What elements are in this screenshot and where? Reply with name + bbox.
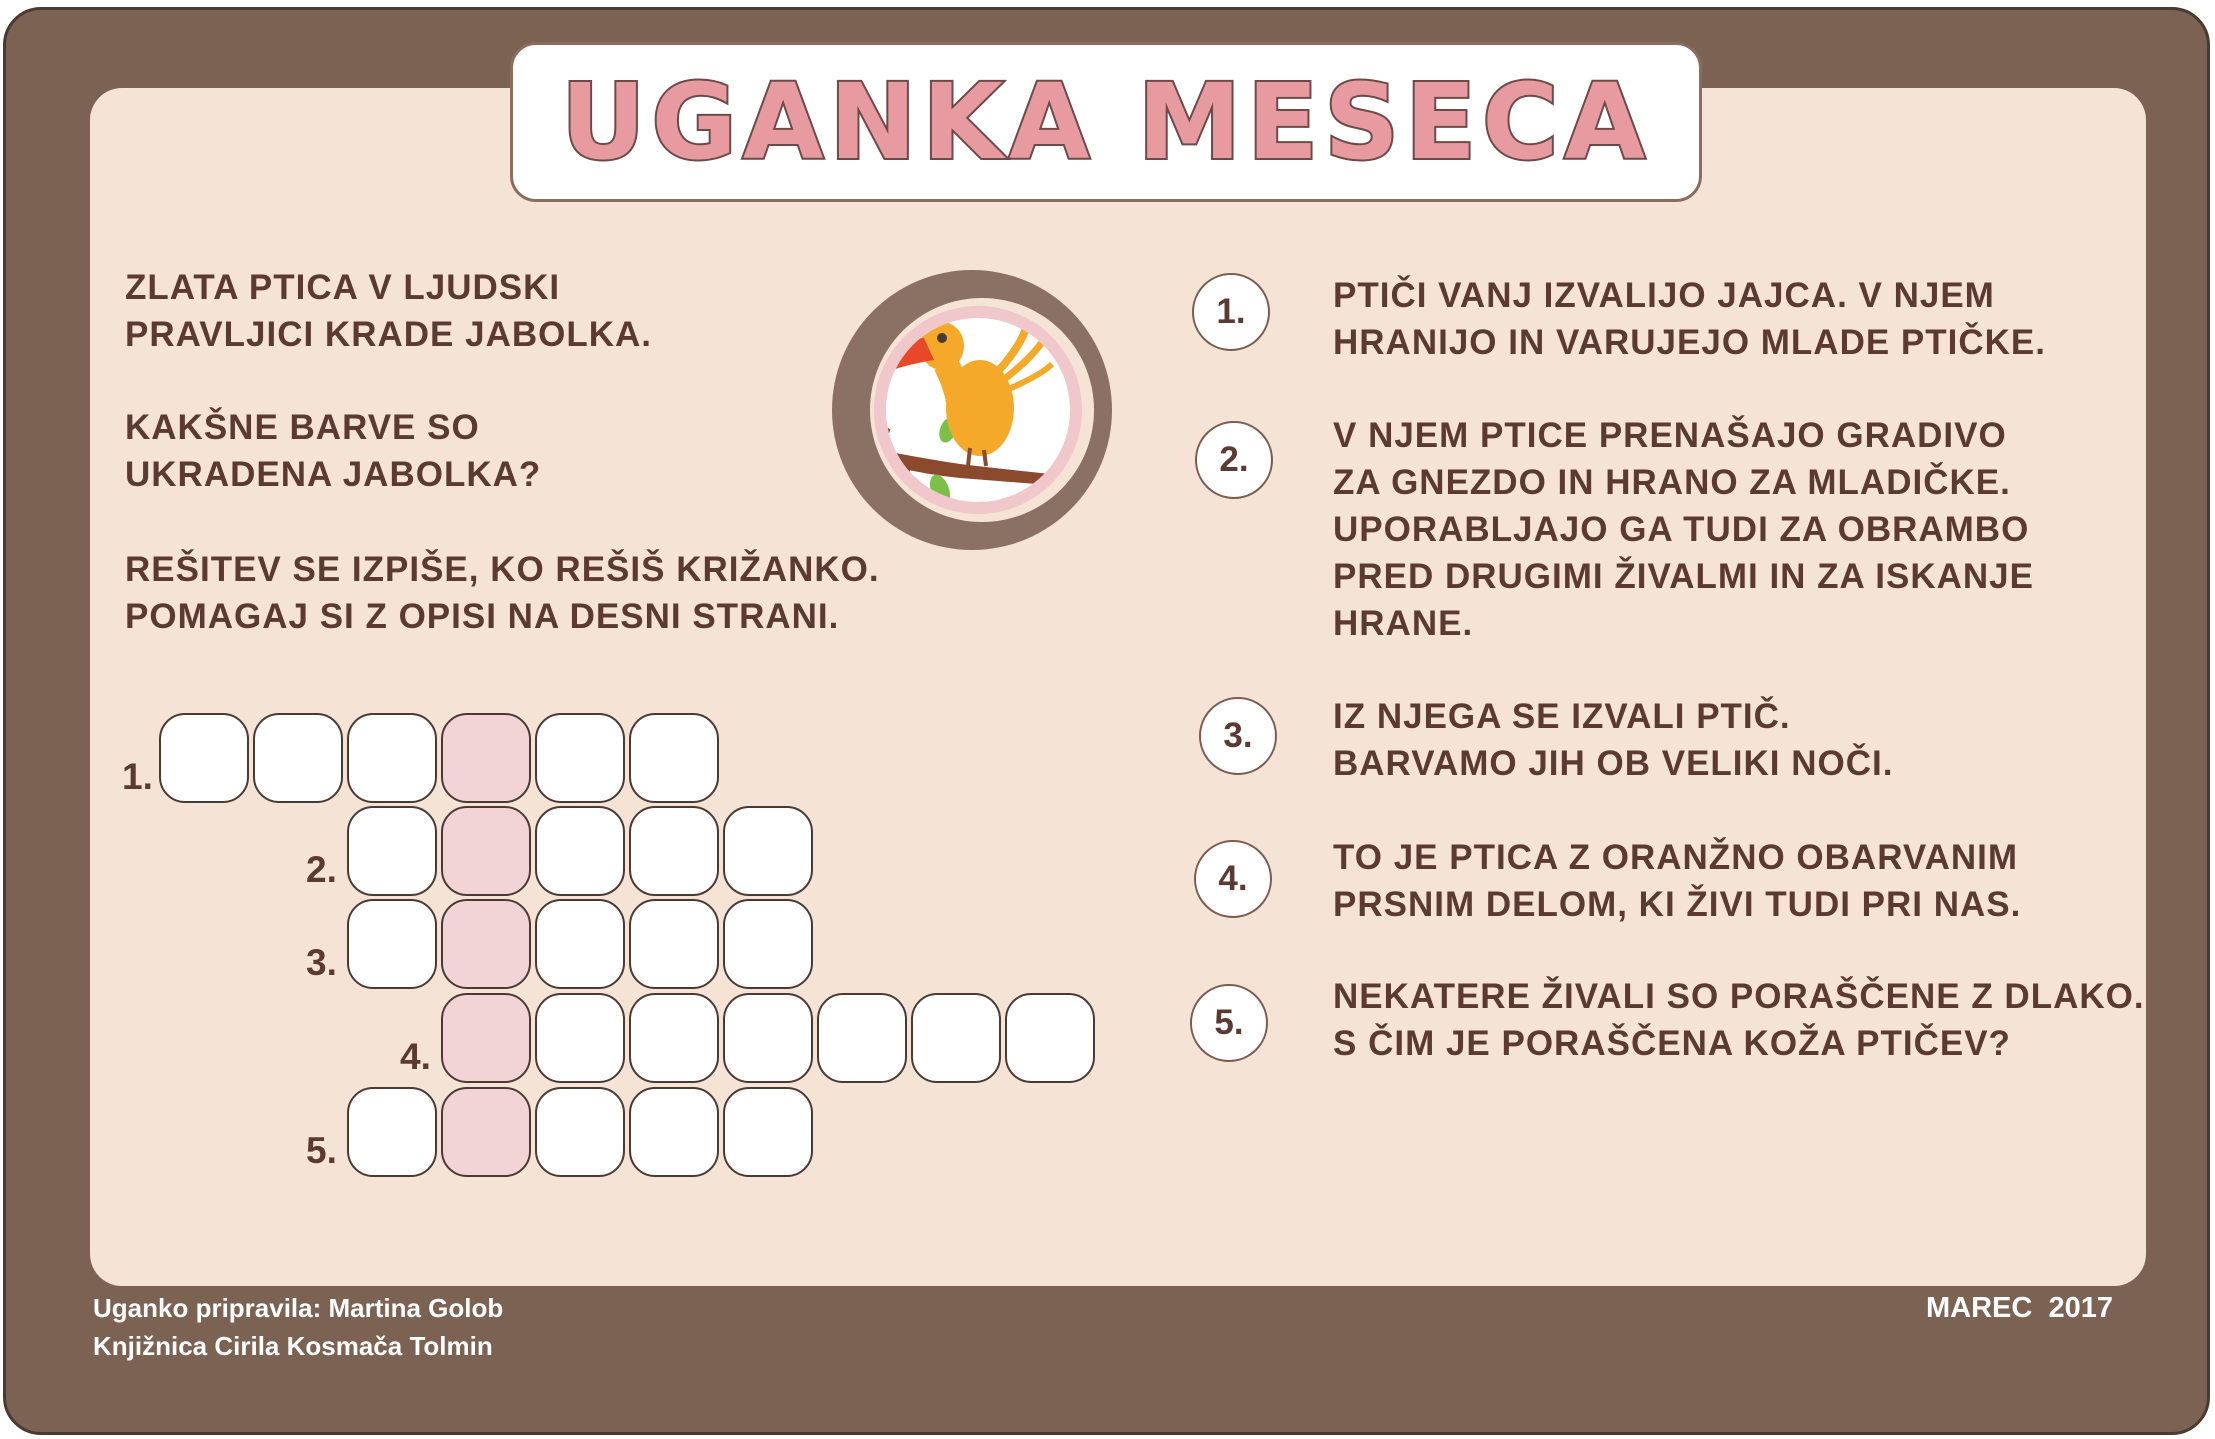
clue-number-3: 3.	[1199, 697, 1277, 775]
cell-1-5[interactable]	[535, 713, 625, 803]
clue-2-line-1: V NJEM PTICE PRENAŠAJO GRADIVO	[1333, 416, 2007, 455]
footer-library: Knjižnica Cirila Kosmača Tolmin	[93, 1331, 493, 1361]
clue-3-line-1: IZ NJEGA SE IZVALI PTIČ.	[1333, 697, 1791, 736]
cell-4-4[interactable]	[723, 993, 813, 1083]
intro-line-2: PRAVLJICI KRADE JABOLKA.	[125, 315, 653, 354]
clue-2-line-2: ZA GNEZDO IN HRANO ZA MLADIČKE.	[1333, 463, 2011, 502]
clue-5-line-1: NEKATERE ŽIVALI SO PORAŠČENE Z DLAKO.	[1333, 977, 2145, 1016]
clue-5-line-2: S ČIM JE PORAŠČENA KOŽA PTIČEV?	[1333, 1024, 2011, 1063]
intro-line-1: ZLATA PTICA V LJUDSKI	[125, 268, 561, 307]
cell-3-4[interactable]	[629, 899, 719, 989]
row-label-2: 2.	[306, 849, 337, 890]
clue-3-line-2: BARVAMO JIH OB VELIKI NOČI.	[1333, 744, 1894, 783]
intro-line-3: KAKŠNE BARVE SO	[125, 408, 480, 447]
intro-line-6: POMAGAJ SI Z OPISI NA DESNI STRANI.	[125, 597, 840, 636]
bird-on-branch-icon	[830, 268, 1120, 558]
footer-author: Uganko pripravila: Martina Golob	[93, 1293, 504, 1323]
clue-2-line-5: HRANE.	[1333, 604, 1474, 643]
clue-number-4: 4.	[1194, 840, 1272, 918]
cell-5-1[interactable]	[347, 1087, 437, 1177]
cell-2-4[interactable]	[629, 806, 719, 896]
cell-5-2-solution[interactable]	[441, 1087, 531, 1177]
intro-line-4: UKRADENA JABOLKA?	[125, 455, 542, 494]
clue-1-line-2: HRANIJO IN VARUJEJO MLADE PTIČKE.	[1333, 323, 2046, 362]
row-label-4: 4.	[400, 1036, 431, 1077]
cell-2-1[interactable]	[347, 806, 437, 896]
cell-5-4[interactable]	[629, 1087, 719, 1177]
page-title: UGANKA MESECA	[561, 61, 1651, 183]
cell-5-5[interactable]	[723, 1087, 813, 1177]
row-label-5: 5.	[306, 1130, 337, 1171]
cell-2-2-solution[interactable]	[441, 806, 531, 896]
cell-1-2[interactable]	[253, 713, 343, 803]
row-label-3: 3.	[306, 942, 337, 983]
title-box	[510, 42, 1702, 202]
cell-3-5[interactable]	[723, 899, 813, 989]
clue-4-line-2: PRSNIM DELOM, KI ŽIVI TUDI PRI NAS.	[1333, 885, 2022, 924]
cell-1-3[interactable]	[347, 713, 437, 803]
clue-2-line-3: UPORABLJAJO GA TUDI ZA OBRAMBO	[1333, 510, 2030, 549]
row-label-1: 1.	[122, 756, 153, 797]
cell-4-3[interactable]	[629, 993, 719, 1083]
cell-1-6[interactable]	[629, 713, 719, 803]
clue-2-line-4: PRED DRUGIMI ŽIVALMI IN ZA ISKANJE	[1333, 557, 2034, 596]
cell-1-4-solution[interactable]	[441, 713, 531, 803]
clue-number-2: 2.	[1195, 421, 1273, 499]
intro-line-5: REŠITEV SE IZPIŠE, KO REŠIŠ KRIŽANKO.	[125, 550, 880, 589]
cell-3-1[interactable]	[347, 899, 437, 989]
cell-4-1-solution[interactable]	[441, 993, 531, 1083]
cell-4-2[interactable]	[535, 993, 625, 1083]
cell-3-2-solution[interactable]	[441, 899, 531, 989]
cell-3-3[interactable]	[535, 899, 625, 989]
cell-2-5[interactable]	[723, 806, 813, 896]
cell-4-7[interactable]	[1005, 993, 1095, 1083]
clue-4-line-1: TO JE PTICA Z ORANŽNO OBARVANIM	[1333, 838, 2019, 877]
cell-5-3[interactable]	[535, 1087, 625, 1177]
cell-4-6[interactable]	[911, 993, 1001, 1083]
cell-4-5[interactable]	[817, 993, 907, 1083]
clue-number-1: 1.	[1192, 273, 1270, 351]
footer-date: MAREC 2017	[1926, 1292, 2113, 1324]
clue-number-5: 5.	[1190, 984, 1268, 1062]
cell-2-3[interactable]	[535, 806, 625, 896]
cell-1-1[interactable]	[159, 713, 249, 803]
clue-1-line-1: PTIČI VANJ IZVALIJO JAJCA. V NJEM	[1333, 276, 1995, 315]
